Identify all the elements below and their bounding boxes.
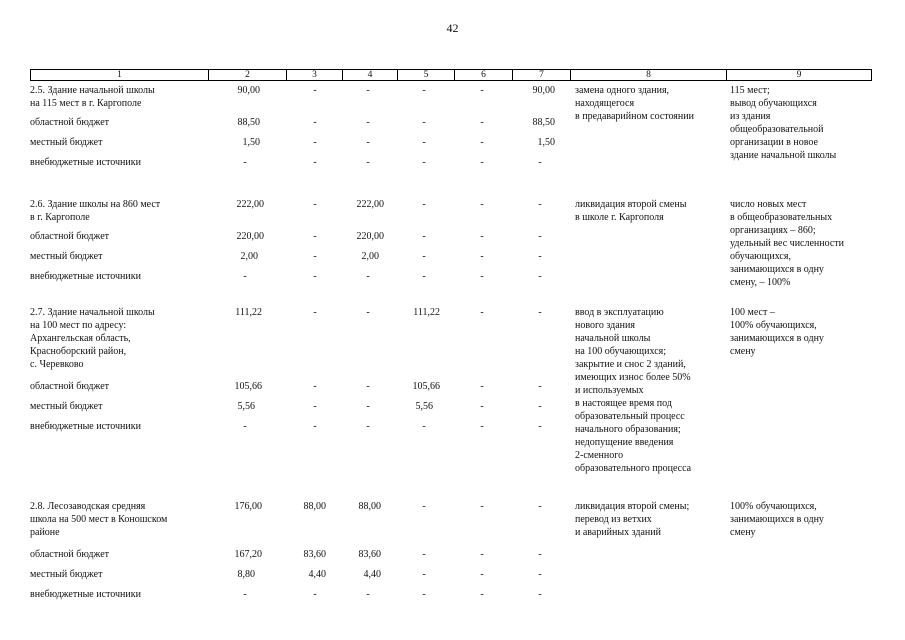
subrow-label: местный бюджет bbox=[30, 569, 103, 580]
value-col-3: - bbox=[313, 85, 317, 96]
subrow-value: - bbox=[480, 421, 484, 432]
subrow-value: - bbox=[538, 271, 542, 282]
subrow-value: - bbox=[366, 271, 370, 282]
value-col-7: - bbox=[538, 307, 542, 318]
subrow-value: 83,60 bbox=[303, 549, 326, 560]
subrow-value: - bbox=[422, 251, 426, 262]
subrow-value: - bbox=[422, 421, 426, 432]
subrow-value: 220,00 bbox=[356, 231, 384, 242]
header-col-8: 8 bbox=[570, 70, 726, 80]
subrow-value: 105,66 bbox=[412, 381, 440, 392]
section-result: замена одного здания, находящегося в предаварийном состоянии bbox=[575, 85, 694, 122]
subrow-value: - bbox=[422, 549, 426, 560]
value-col-6: - bbox=[480, 199, 484, 210]
value-col-4: - bbox=[366, 307, 370, 318]
value-col-2: 111,22 bbox=[235, 307, 262, 318]
subrow-value: - bbox=[480, 271, 484, 282]
subrow-label: местный бюджет bbox=[30, 401, 103, 412]
header-col-9: 9 bbox=[726, 70, 871, 80]
subrow-value: - bbox=[243, 157, 247, 168]
subrow-value: - bbox=[538, 569, 542, 580]
subrow-label: областной бюджет bbox=[30, 117, 110, 128]
subrow-label: областной бюджет bbox=[30, 549, 110, 560]
subrow-label: внебюджетные источники bbox=[30, 589, 141, 600]
value-col-3: - bbox=[313, 307, 317, 318]
subrow-value: 167,20 bbox=[234, 549, 262, 560]
subrow-value: - bbox=[243, 271, 247, 282]
subrow-value: - bbox=[313, 117, 317, 128]
value-col-6: - bbox=[480, 501, 484, 512]
section-result: ликвидация второй смены в школе г. Каргополя bbox=[575, 199, 687, 223]
section-indicator: 100 мест – 100% обучающихся, занимающихся в одну смену bbox=[730, 307, 824, 357]
value-col-3: - bbox=[313, 199, 317, 210]
value-col-2: 176,00 bbox=[234, 501, 262, 512]
section-title: 2.8. Лесозаводская средняя школа на 500 мест в Коношском районе bbox=[30, 501, 168, 538]
subrow-value: - bbox=[243, 589, 247, 600]
subrow-value: 5,56 bbox=[237, 401, 255, 412]
value-col-4: 88,00 bbox=[358, 501, 381, 512]
subrow-value: - bbox=[422, 117, 426, 128]
subrow-value: - bbox=[538, 231, 542, 242]
header-col-4: 4 bbox=[342, 70, 397, 80]
subrow-value: - bbox=[366, 401, 370, 412]
subrow-value: - bbox=[480, 117, 484, 128]
subrow-value: 220,00 bbox=[236, 231, 264, 242]
subrow-value: 8,80 bbox=[237, 569, 255, 580]
subrow-value: - bbox=[480, 251, 484, 262]
value-col-5: 111,22 bbox=[413, 307, 440, 318]
header-col-3: 3 bbox=[286, 70, 342, 80]
subrow-value: 4,40 bbox=[308, 569, 326, 580]
subrow-value: - bbox=[480, 401, 484, 412]
subrow-value: - bbox=[480, 589, 484, 600]
subrow-value: - bbox=[422, 231, 426, 242]
value-col-2: 90,00 bbox=[237, 85, 260, 96]
subrow-value: 83,60 bbox=[358, 549, 381, 560]
section-result: ввод в эксплуатацию нового здания начальной школы на 100 обучающихся; закрытие и снос 2 зданий, имеющих износ более 50% и используемых в настоящее время под образовательный процесс начального образования; недопущение введения 2-сменного образовательного процесса bbox=[575, 307, 692, 474]
subrow-label: областной бюджет bbox=[30, 381, 110, 392]
header-col-7: 7 bbox=[512, 70, 570, 80]
value-col-5: - bbox=[422, 501, 426, 512]
value-col-7: - bbox=[538, 501, 542, 512]
subrow-value: - bbox=[366, 137, 370, 148]
subrow-value: - bbox=[366, 117, 370, 128]
subrow-value: - bbox=[422, 569, 426, 580]
value-col-7: 90,00 bbox=[532, 85, 555, 96]
page-number: 42 bbox=[446, 21, 459, 35]
subrow-value: - bbox=[538, 381, 542, 392]
subrow-value: - bbox=[313, 589, 317, 600]
subrow-value: 88,50 bbox=[237, 117, 260, 128]
value-col-3: 88,00 bbox=[303, 501, 326, 512]
subrow-value: - bbox=[313, 421, 317, 432]
subrow-value: - bbox=[480, 231, 484, 242]
section-indicator: 115 мест; вывод обучающихся из здания общеобразовательной организации в новое здание начальной школы bbox=[730, 85, 837, 161]
value-col-4: - bbox=[366, 85, 370, 96]
subrow-value: - bbox=[422, 137, 426, 148]
subrow-value: - bbox=[422, 157, 426, 168]
subrow-value: - bbox=[313, 137, 317, 148]
section-title: 2.5. Здание начальной школы на 115 мест в г. Каргополе bbox=[30, 85, 155, 109]
subrow-value: - bbox=[313, 231, 317, 242]
section-indicator: число новых мест в общеобразовательных организациях – 860; удельный вес численности обучающихся, занимающихся в одну смену, – 100% bbox=[730, 199, 845, 288]
section-title: 2.6. Здание школы на 860 мест в г. Каргополе bbox=[30, 199, 161, 223]
subrow-value: - bbox=[538, 401, 542, 412]
value-col-5: - bbox=[422, 199, 426, 210]
subrow-value: - bbox=[422, 589, 426, 600]
subrow-value: - bbox=[313, 401, 317, 412]
subrow-value: - bbox=[538, 157, 542, 168]
subrow-value: - bbox=[480, 549, 484, 560]
subrow-value: 5,56 bbox=[415, 401, 433, 412]
value-col-6: - bbox=[480, 85, 484, 96]
subrow-value: - bbox=[538, 589, 542, 600]
value-col-4: 222,00 bbox=[356, 199, 384, 210]
subrow-value: - bbox=[480, 137, 484, 148]
header-col-2: 2 bbox=[208, 70, 286, 80]
subrow-value: - bbox=[538, 421, 542, 432]
subrow-value: - bbox=[480, 569, 484, 580]
section-indicator: 100% обучающихся, занимающихся в одну смену bbox=[730, 501, 824, 538]
subrow-value: 4,40 bbox=[363, 569, 381, 580]
subrow-value: - bbox=[313, 251, 317, 262]
subrow-value: - bbox=[366, 381, 370, 392]
header-col-1: 1 bbox=[117, 70, 122, 80]
header-col-5: 5 bbox=[397, 70, 454, 80]
subrow-value: 105,66 bbox=[234, 381, 262, 392]
subrow-value: - bbox=[313, 271, 317, 282]
value-col-7: - bbox=[538, 199, 542, 210]
subrow-value: - bbox=[480, 381, 484, 392]
subrow-value: - bbox=[422, 271, 426, 282]
subrow-value: 2,00 bbox=[240, 251, 258, 262]
subrow-value: - bbox=[366, 421, 370, 432]
section-title: 2.7. Здание начальной школы на 100 мест по адресу: Архангельская область, Красноборский район, с. Черевково bbox=[30, 307, 155, 370]
section-result: ликвидация второй смены; перевод из ветхих и аварийных зданий bbox=[575, 501, 690, 538]
subrow-value: 1,50 bbox=[242, 137, 260, 148]
subrow-value: - bbox=[243, 421, 247, 432]
value-col-2: 222,00 bbox=[236, 199, 264, 210]
subrow-label: внебюджетные источники bbox=[30, 271, 141, 282]
subrow-value: - bbox=[366, 589, 370, 600]
subrow-label: внебюджетные источники bbox=[30, 157, 141, 168]
subrow-value: - bbox=[480, 157, 484, 168]
value-col-5: - bbox=[422, 85, 426, 96]
subrow-value: - bbox=[538, 549, 542, 560]
subrow-label: местный бюджет bbox=[30, 251, 103, 262]
subrow-value: - bbox=[538, 251, 542, 262]
subrow-value: 1,50 bbox=[537, 137, 555, 148]
subrow-label: областной бюджет bbox=[30, 231, 110, 242]
subrow-value: 88,50 bbox=[532, 117, 555, 128]
subrow-label: местный бюджет bbox=[30, 137, 103, 148]
subrow-value: - bbox=[366, 157, 370, 168]
value-col-6: - bbox=[480, 307, 484, 318]
header-col-6: 6 bbox=[454, 70, 512, 80]
subrow-label: внебюджетные источники bbox=[30, 421, 141, 432]
subrow-value: - bbox=[313, 381, 317, 392]
subrow-value: - bbox=[313, 157, 317, 168]
subrow-value: 2,00 bbox=[361, 251, 379, 262]
table-header-row bbox=[30, 69, 872, 81]
